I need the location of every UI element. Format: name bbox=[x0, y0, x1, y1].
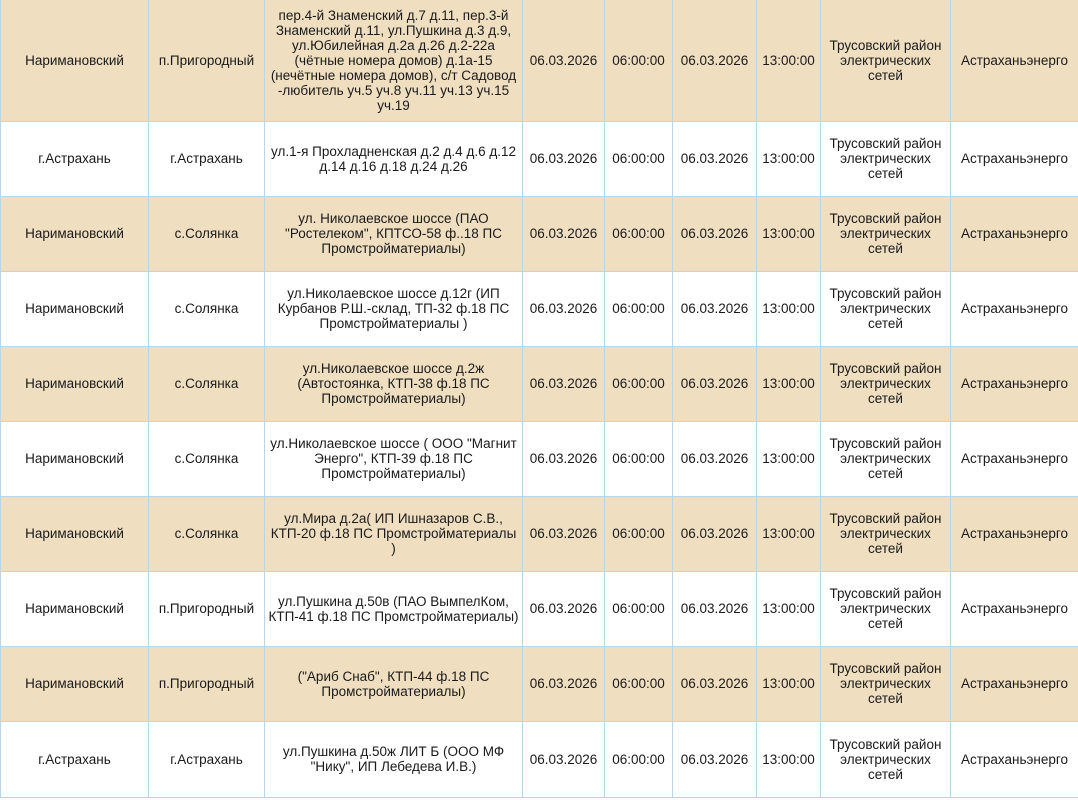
district-cell: Наримановский bbox=[1, 421, 149, 496]
address-cell: ул. Николаевское шоссе (ПАО "Ростелеком", КПТСО-58 ф..18 ПС Промстройматериалы) bbox=[265, 196, 523, 271]
district-cell: г.Астрахань bbox=[1, 721, 149, 797]
table-row bbox=[1, 346, 1078, 421]
table-row bbox=[1, 646, 1078, 721]
start-date-cell: 06.03.2026 bbox=[523, 271, 605, 346]
address-cell: ул.Николаевское шоссе д.12г (ИП Курбанов Р.Ш.-склад, ТП-32 ф.18 ПС Промстройматериалы ) bbox=[265, 271, 523, 346]
unit-cell: Трусовский район электрических сетей bbox=[821, 346, 951, 421]
district-cell: Наримановский bbox=[1, 0, 149, 121]
table-row bbox=[1, 271, 1078, 346]
start-date-cell: 06.03.2026 bbox=[523, 646, 605, 721]
address-cell: ул.Мира д.2а( ИП Ишназаров С.В., КТП-20 ф.18 ПС Промстройматериалы ) bbox=[265, 496, 523, 571]
table-row bbox=[1, 0, 1078, 121]
end-date-cell: 06.03.2026 bbox=[673, 121, 757, 196]
start-time-cell: 06:00:00 bbox=[605, 271, 673, 346]
district-cell: Наримановский bbox=[1, 571, 149, 646]
district-cell: Наримановский bbox=[1, 346, 149, 421]
table-row bbox=[1, 496, 1078, 571]
district-cell: г.Астрахань bbox=[1, 121, 149, 196]
end-date-cell: 06.03.2026 bbox=[673, 346, 757, 421]
district-cell: Наримановский bbox=[1, 271, 149, 346]
organization-cell: Астраханьэнерго bbox=[951, 721, 1078, 797]
locality-cell: г.Астрахань bbox=[149, 121, 265, 196]
address-cell: ул.Николаевское шоссе д.2ж (Автостоянка, КТП-38 ф.18 ПС Промстройматериалы) bbox=[265, 346, 523, 421]
start-date-cell: 06.03.2026 bbox=[523, 571, 605, 646]
start-date-cell: 06.03.2026 bbox=[523, 721, 605, 797]
start-date-cell: 06.03.2026 bbox=[523, 0, 605, 121]
locality-cell: с.Солянка bbox=[149, 271, 265, 346]
organization-cell: Астраханьэнерго bbox=[951, 0, 1078, 121]
start-time-cell: 06:00:00 bbox=[605, 346, 673, 421]
unit-cell: Трусовский район электрических сетей bbox=[821, 271, 951, 346]
table-row bbox=[1, 121, 1078, 196]
address-cell: пер.4-й Знаменский д.7 д.11, пер.3-й Знаменский д.11, ул.Пушкина д.3 д.9, ул.Юбилейная д.2а д.26 д.2-22а (чётные номера домов) д.1а-15 (нечётные номера домов), с/т Садовод -любитель уч.5 уч.8 уч.11 уч.13 уч.15 уч.19 bbox=[265, 0, 523, 121]
locality-cell: п.Пригородный bbox=[149, 0, 265, 121]
start-time-cell: 06:00:00 bbox=[605, 421, 673, 496]
locality-cell: г.Астрахань bbox=[149, 721, 265, 797]
end-time-cell: 13:00:00 bbox=[757, 121, 821, 196]
locality-cell: с.Солянка bbox=[149, 496, 265, 571]
start-time-cell: 06:00:00 bbox=[605, 121, 673, 196]
end-date-cell: 06.03.2026 bbox=[673, 721, 757, 797]
unit-cell: Трусовский район электрических сетей bbox=[821, 721, 951, 797]
locality-cell: п.Пригородный bbox=[149, 646, 265, 721]
table-row bbox=[1, 721, 1078, 797]
address-cell: ул.Пушкина д.50ж ЛИТ Б (ООО МФ "Нику", ИП Лебедева И.В.) bbox=[265, 721, 523, 797]
start-date-cell: 06.03.2026 bbox=[523, 346, 605, 421]
end-time-cell: 13:00:00 bbox=[757, 421, 821, 496]
end-time-cell: 13:00:00 bbox=[757, 646, 821, 721]
unit-cell: Трусовский район электрических сетей bbox=[821, 0, 951, 121]
end-date-cell: 06.03.2026 bbox=[673, 571, 757, 646]
unit-cell: Трусовский район электрических сетей bbox=[821, 196, 951, 271]
end-date-cell: 06.03.2026 bbox=[673, 0, 757, 121]
locality-cell: п.Пригородный bbox=[149, 571, 265, 646]
end-date-cell: 06.03.2026 bbox=[673, 421, 757, 496]
start-date-cell: 06.03.2026 bbox=[523, 421, 605, 496]
start-time-cell: 06:00:00 bbox=[605, 721, 673, 797]
end-time-cell: 13:00:00 bbox=[757, 271, 821, 346]
unit-cell: Трусовский район электрических сетей bbox=[821, 571, 951, 646]
address-cell: ул.Николаевское шоссе ( ООО "Магнит Энерго", КТП-39 ф.18 ПС Промстройматериалы) bbox=[265, 421, 523, 496]
start-date-cell: 06.03.2026 bbox=[523, 496, 605, 571]
unit-cell: Трусовский район электрических сетей bbox=[821, 421, 951, 496]
organization-cell: Астраханьэнерго bbox=[951, 646, 1078, 721]
locality-cell: с.Солянка bbox=[149, 196, 265, 271]
end-time-cell: 13:00:00 bbox=[757, 496, 821, 571]
unit-cell: Трусовский район электрических сетей bbox=[821, 496, 951, 571]
end-time-cell: 13:00:00 bbox=[757, 0, 821, 121]
start-time-cell: 06:00:00 bbox=[605, 196, 673, 271]
district-cell: Наримановский bbox=[1, 496, 149, 571]
start-date-cell: 06.03.2026 bbox=[523, 196, 605, 271]
address-cell: ул.1-я Прохладненская д.2 д.4 д.6 д.12 д.14 д.16 д.18 д.24 д.26 bbox=[265, 121, 523, 196]
end-date-cell: 06.03.2026 bbox=[673, 271, 757, 346]
start-time-cell: 06:00:00 bbox=[605, 496, 673, 571]
end-time-cell: 13:00:00 bbox=[757, 346, 821, 421]
address-cell: ("Ариб Снаб", КТП-44 ф.18 ПС Промстройматериалы) bbox=[265, 646, 523, 721]
end-date-cell: 06.03.2026 bbox=[673, 646, 757, 721]
organization-cell: Астраханьэнерго bbox=[951, 196, 1078, 271]
organization-cell: Астраханьэнерго bbox=[951, 121, 1078, 196]
unit-cell: Трусовский район электрических сетей bbox=[821, 646, 951, 721]
end-time-cell: 13:00:00 bbox=[757, 196, 821, 271]
start-date-cell: 06.03.2026 bbox=[523, 121, 605, 196]
table-row bbox=[1, 421, 1078, 496]
start-time-cell: 06:00:00 bbox=[605, 571, 673, 646]
locality-cell: с.Солянка bbox=[149, 421, 265, 496]
organization-cell: Астраханьэнерго bbox=[951, 571, 1078, 646]
end-date-cell: 06.03.2026 bbox=[673, 196, 757, 271]
organization-cell: Астраханьэнерго bbox=[951, 346, 1078, 421]
start-time-cell: 06:00:00 bbox=[605, 0, 673, 121]
district-cell: Наримановский bbox=[1, 646, 149, 721]
organization-cell: Астраханьэнерго bbox=[951, 496, 1078, 571]
table-row bbox=[1, 571, 1078, 646]
organization-cell: Астраханьэнерго bbox=[951, 421, 1078, 496]
locality-cell: с.Солянка bbox=[149, 346, 265, 421]
end-time-cell: 13:00:00 bbox=[757, 571, 821, 646]
organization-cell: Астраханьэнерго bbox=[951, 271, 1078, 346]
end-time-cell: 13:00:00 bbox=[757, 721, 821, 797]
unit-cell: Трусовский район электрических сетей bbox=[821, 121, 951, 196]
address-cell: ул.Пушкина д.50в (ПАО ВымпелКом, КТП-41 ф.18 ПС Промстройматериалы) bbox=[265, 571, 523, 646]
start-time-cell: 06:00:00 bbox=[605, 646, 673, 721]
table-row bbox=[1, 196, 1078, 271]
end-date-cell: 06.03.2026 bbox=[673, 496, 757, 571]
district-cell: Наримановский bbox=[1, 196, 149, 271]
